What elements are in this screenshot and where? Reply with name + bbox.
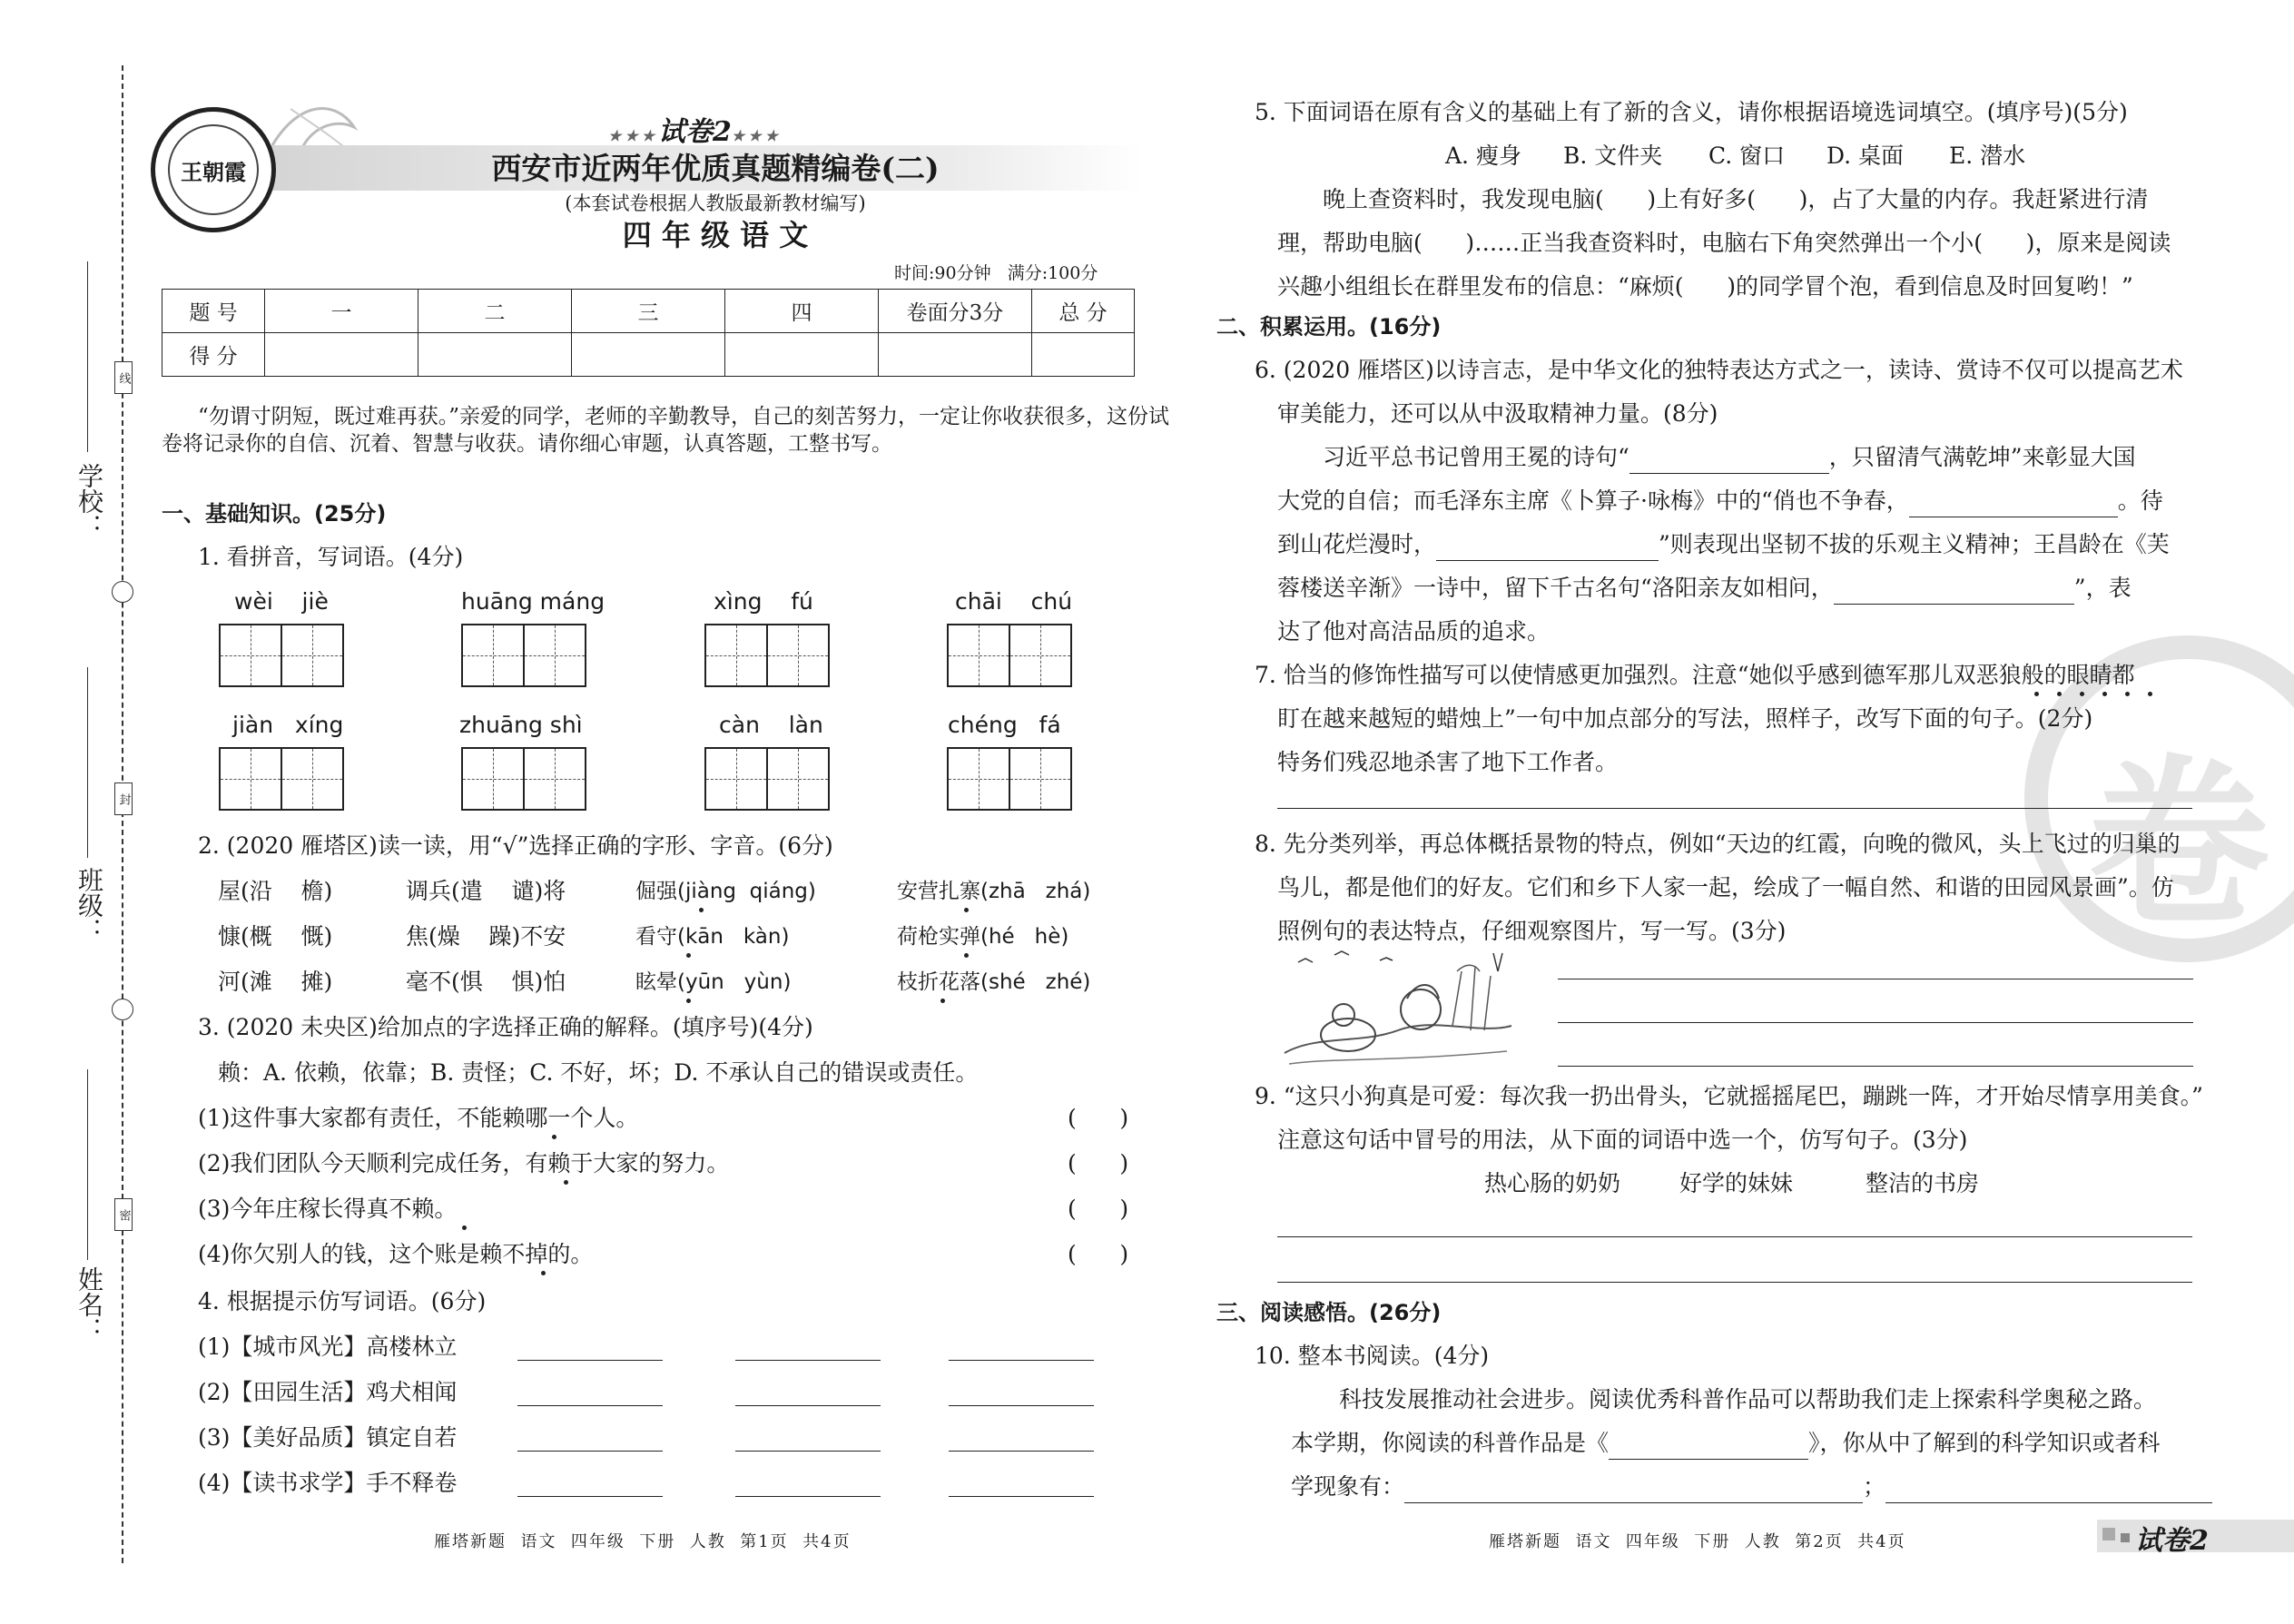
q5-passage-line: 兴趣小组组长在群里发布的信息：“麻烦( )的同学冒个泡，看到信息及时回复哟！” — [1277, 273, 2133, 300]
q1-writing-grid[interactable] — [461, 747, 586, 811]
emphasis-dot — [564, 1180, 568, 1185]
q3-item: (4)你欠别人的钱，这个账是赖不掉的。 — [198, 1241, 594, 1267]
q6-para — [1277, 485, 2163, 517]
class-label: 班级： — [74, 867, 104, 943]
q4-answer-blank[interactable] — [735, 1451, 881, 1452]
school-label: 学校： — [74, 463, 104, 539]
q1-pinyin: huāng máng — [461, 588, 605, 615]
q4-answer-blank[interactable] — [517, 1405, 663, 1406]
score-table-header-row — [162, 290, 1135, 333]
q9-option: 好学的妹妹 — [1679, 1170, 1794, 1196]
q7-example: 特务们残忍地杀害了地下工作者。 — [1277, 749, 1619, 775]
q4-answer-blank[interactable] — [735, 1360, 881, 1361]
q2-option[interactable]: 焦(燥 躁)不安 — [406, 923, 566, 950]
q6-blank[interactable] — [1834, 580, 2074, 605]
q2-option[interactable]: 枝折花落(shé zhé) — [897, 970, 1091, 994]
q6-blank[interactable] — [1629, 449, 1829, 474]
score-cell[interactable] — [725, 333, 879, 377]
page-tag-square — [2102, 1528, 2115, 1540]
q9-option: 整洁的书房 — [1866, 1170, 1980, 1196]
q3-item: (1)这件事大家都有责任，不能赖哪一个人。 — [198, 1105, 639, 1131]
q7-line: 盯在越来越短的蜡烛上”一句中加点部分的写法，照样子，改写下面的句子。(2分) — [1277, 705, 2093, 732]
score-row-label: 得 分 — [162, 333, 265, 377]
q10-para — [1291, 1427, 2161, 1460]
logo-text: 王朝霞 — [168, 124, 259, 215]
q6-para — [1277, 528, 2170, 561]
q4-answer-blank[interactable] — [517, 1496, 663, 1497]
name-write-line[interactable] — [87, 1069, 88, 1260]
q1-pinyin: wèi jiè — [234, 588, 329, 615]
q10-blank[interactable] — [1609, 1435, 1808, 1460]
q1-title: 1. 看拼音，写词语。(4分) — [198, 544, 464, 570]
q9-line: 注意这句话中冒号的用法，从下面的词语中选一个，仿写句子。(3分) — [1277, 1127, 1968, 1153]
q5-passage-line: 晚上查资料时，我发现电脑( )上有好多( )，占了大量的内存。我赶紧进行清 — [1323, 186, 2149, 212]
q1-writing-grid[interactable] — [219, 747, 344, 811]
page-tag: 试卷2 — [2135, 1525, 2209, 1557]
q1-pinyin: chéng fá — [948, 712, 1061, 738]
subject-title: 四 年 级 语 文 — [622, 218, 809, 252]
q6-text: ，只留清气满乾坤”来彰显大国 — [1828, 444, 2136, 470]
q2-option[interactable]: 毫不(惧 惧)怕 — [406, 969, 566, 995]
q1-writing-grid[interactable] — [947, 624, 1072, 687]
score-header-cell: 二 — [418, 290, 572, 333]
school-write-line[interactable] — [87, 261, 88, 452]
q1-pinyin: chāi chú — [955, 588, 1073, 615]
emphasis-dot — [2125, 692, 2130, 696]
q10-para: 科技发展推动社会进步。阅读优秀科普作品可以帮助我们走上探索科学奥秘之路。 — [1339, 1386, 2157, 1412]
q9-option: 热心肠的奶奶 — [1484, 1170, 1621, 1196]
q3-title: 3. (2020 未央区)给加点的字选择正确的解释。(填序号)(4分) — [198, 1014, 813, 1040]
bind-label-xian: 线 — [114, 361, 133, 394]
intro-line-2: 卷将记录你的自信、沉着、智慧与收获。请你细心审题，认真答题，工整书写。 — [162, 432, 892, 456]
bind-label-feng: 封 — [114, 782, 133, 815]
q5-option: C. 窗口 — [1708, 143, 1786, 169]
q5-option: E. 潜水 — [1949, 143, 2026, 169]
q10-text: 》，你从中了解到的科学知识或者科 — [1808, 1430, 2161, 1456]
score-cell[interactable] — [879, 333, 1032, 377]
q4-answer-blank[interactable] — [949, 1451, 1094, 1452]
q5-option: D. 桌面 — [1826, 143, 1905, 169]
q4-answer-blank[interactable] — [949, 1496, 1094, 1497]
q4-item: (3)【美好品质】镇定自若 — [198, 1424, 458, 1451]
score-header-cell: 一 — [265, 290, 418, 333]
score-table-score-row — [162, 333, 1135, 377]
q4-answer-blank[interactable] — [949, 1360, 1094, 1361]
q9-answer-line[interactable] — [1277, 1282, 2192, 1283]
q10-text: 学现象有： — [1291, 1473, 1405, 1500]
q3-answer-paren[interactable]: ( ) — [1068, 1105, 1129, 1131]
class-write-line[interactable] — [87, 667, 88, 858]
q1-writing-grid[interactable] — [704, 747, 830, 811]
page-tag-square — [2121, 1533, 2130, 1542]
q8-line: 8. 先分类列举，再总体概括景物的特点，例如“天边的红霞，向晚的微风，头上飞过的归巢的 — [1255, 831, 2181, 857]
q4-answer-blank[interactable] — [949, 1405, 1094, 1406]
q10-text: 本学期，你阅读的科普作品是《 — [1291, 1430, 1610, 1456]
q3-answer-paren[interactable]: ( ) — [1068, 1196, 1129, 1222]
q9-answer-line[interactable] — [1277, 1236, 2192, 1237]
publisher-logo — [151, 107, 276, 232]
exam-tag: ★★★试卷2★★★ — [608, 116, 782, 148]
q3-answer-paren[interactable]: ( ) — [1068, 1241, 1129, 1267]
q3-item: (2)我们团队今天顺利完成任务，有赖于大家的努力。 — [198, 1150, 730, 1176]
footer-left: 雁塔新题 语文 四年级 下册 人教 第1页 共4页 — [434, 1532, 852, 1551]
q8-picture — [1280, 944, 1516, 1071]
q6-text: 蓉楼送辛渐》一诗中，留下千古名句“洛阳亲友如相问， — [1277, 575, 1834, 601]
q5-option: A. 瘦身 — [1445, 143, 1521, 169]
section3-title: 三、阅读感悟。(26分) — [1216, 1300, 1442, 1325]
page-subtitle: (本套试卷根据人教版最新教材编写) — [565, 192, 866, 214]
time-info: 时间:90分钟 满分:100分 — [894, 263, 1098, 283]
emphasis-dot — [541, 1271, 546, 1275]
q3-item: (3)今年庄稼长得真不赖。 — [198, 1196, 458, 1222]
q7-line: 7. 恰当的修饰性描写可以使情感更加强烈。注意“她似乎感到德军那儿双恶狼般的眼睛都 — [1255, 662, 2135, 688]
q4-title: 4. 根据提示仿写词语。(6分) — [198, 1288, 487, 1314]
q10-blank[interactable] — [1885, 1479, 2212, 1503]
q6-para — [1323, 441, 2136, 474]
q10-para — [1291, 1471, 2212, 1503]
emphasis-dot — [462, 1225, 467, 1230]
q4-item: (2)【田园生活】鸡犬相闻 — [198, 1379, 458, 1405]
score-header-cell: 四 — [725, 290, 879, 333]
q2-option[interactable]: 荷枪实弹(hé hè) — [897, 925, 1069, 949]
emphasis-dot — [699, 908, 704, 912]
emphasis-dot — [2080, 692, 2084, 696]
q4-answer-blank[interactable] — [735, 1496, 881, 1497]
q4-item: (4)【读书求学】手不释卷 — [198, 1470, 458, 1496]
binding-hole-top — [112, 581, 133, 603]
q6-line: 达了他对高洁品质的追求。 — [1277, 618, 1551, 645]
emphasis-dot — [2148, 692, 2152, 696]
section2-title: 二、积累运用。(16分) — [1216, 314, 1442, 340]
q10-title: 10. 整本书阅读。(4分) — [1255, 1343, 1490, 1369]
emphasis-dot — [686, 953, 691, 958]
q6-text: ”，表 — [2073, 575, 2132, 601]
q3-answer-paren[interactable]: ( ) — [1068, 1150, 1129, 1176]
q3-definitions: 赖：A. 依赖，依靠；B. 责怪；C. 不好，坏；D. 不承认自己的错误或责任。 — [218, 1059, 979, 1086]
watermark-glyph: 卷 — [2088, 737, 2270, 950]
intro-line-1: “勿谓寸阴短，既过难再获。”亲爱的同学，老师的辛勤教导，自己的刻苦努力，一定让你收获很多，这份试 — [198, 405, 1170, 428]
score-header-cell: 题 号 — [162, 290, 265, 333]
q4-answer-blank[interactable] — [517, 1360, 663, 1361]
q6-blank[interactable] — [1909, 493, 2118, 517]
q1-writing-grid[interactable] — [704, 624, 830, 687]
q8-answer-line[interactable] — [1558, 1066, 2193, 1067]
q1-pinyin: càn làn — [719, 712, 823, 738]
score-table — [162, 289, 1135, 377]
emphasis-dot — [964, 908, 969, 912]
q6-blank[interactable] — [1436, 536, 1659, 561]
emphasis-dot — [964, 953, 969, 958]
score-header-cell: 卷面分3分 — [879, 290, 1032, 333]
q6-text: 习近平总书记曾用王冕的诗句“ — [1323, 444, 1629, 470]
q9-line: 9. “这只小狗真是可爱：每次我一扔出骨头，它就摇摇尾巴，蹦跳一阵，才开始尽情享用美食。” — [1255, 1083, 2203, 1109]
q1-writing-grid[interactable] — [219, 624, 344, 687]
q4-answer-blank[interactable] — [517, 1451, 663, 1452]
q4-answer-blank[interactable] — [735, 1405, 881, 1406]
q5-passage-line: 理，帮助电脑( )……正当我查资料时，电脑右下角突然弹出一个小( )，原来是阅读 — [1277, 230, 2171, 256]
emphasis-dot — [552, 1135, 556, 1139]
q4-item: (1)【城市风光】高楼林立 — [198, 1334, 458, 1360]
score-cell[interactable] — [1032, 333, 1135, 377]
emphasis-dot — [2102, 692, 2107, 696]
q6-text: 。待 — [2117, 487, 2163, 514]
q2-option[interactable]: 慷(概 慨) — [218, 923, 333, 950]
q1-pinyin: zhuāng shì — [459, 712, 583, 738]
q8-line: 照例句的表达特点，仔细观察图片，写一写。(3分) — [1277, 918, 1787, 944]
q6-para — [1277, 572, 2132, 605]
emphasis-dot — [940, 999, 945, 1003]
q2-option[interactable]: 调兵(遣 谴)将 — [406, 878, 566, 904]
q5-option: B. 文件夹 — [1563, 143, 1663, 169]
q6-text: 大党的自信；而毛泽东主席《卜算子·咏梅》中的“俏也不争春， — [1277, 487, 1909, 514]
q10-text: ； — [1863, 1473, 1886, 1500]
q6-line: 6. (2020 雁塔区)以诗言志，是中华文化的独特表达方式之一，读诗、赏诗不仅可以提高艺术 — [1255, 357, 2183, 383]
score-header-cell: 总 分 — [1032, 290, 1135, 333]
score-header-cell: 三 — [572, 290, 725, 333]
q6-text: ”则表现出坚韧不拔的乐观主义精神；王昌龄在《芙 — [1659, 531, 2170, 557]
q8-answer-line[interactable] — [1558, 1022, 2193, 1023]
emphasis-dot — [2057, 692, 2062, 696]
footer-right: 雁塔新题 语文 四年级 下册 人教 第2页 共4页 — [1489, 1532, 1906, 1551]
score-cell[interactable] — [418, 333, 572, 377]
q1-pinyin: xìng fú — [714, 588, 813, 615]
q7-answer-line[interactable] — [1277, 808, 2192, 809]
name-label: 姓名： — [74, 1266, 104, 1343]
binding-hole-bottom — [112, 999, 133, 1020]
bind-label-mi: 密 — [114, 1198, 133, 1231]
q2-option[interactable]: 屋(沿 檐) — [218, 878, 333, 904]
score-cell[interactable] — [572, 333, 725, 377]
q2-option[interactable]: 看守(kān kàn) — [635, 925, 790, 949]
q6-text: 到山花烂漫时， — [1277, 531, 1437, 557]
q6-line: 审美能力，还可以从中汲取精神力量。(8分) — [1277, 400, 1718, 427]
q2-option[interactable]: 安营扎寨(zhā zhá) — [897, 880, 1091, 903]
q2-option[interactable]: 倔强(jiàng qiáng) — [635, 880, 816, 903]
q1-writing-grid[interactable] — [947, 747, 1072, 811]
q8-line: 鸟儿，都是他们的好友。它们和乡下人家一起，绘成了一幅自然、和谐的田园风景画”。仿 — [1277, 874, 2174, 901]
q2-option[interactable]: 眩晕(yūn yùn) — [635, 970, 792, 994]
emphasis-dot — [686, 999, 691, 1003]
q1-pinyin: jiàn xíng — [232, 712, 344, 738]
q2-option[interactable]: 河(滩 摊) — [218, 969, 333, 995]
page-title: 西安市近两年优质真题精编卷(二) — [491, 151, 940, 186]
q2-title: 2. (2020 雁塔区)读一读，用“√”选择正确的字形、字音。(6分) — [198, 832, 833, 859]
emphasis-dot — [2034, 692, 2039, 696]
section1-title: 一、基础知识。(25分) — [162, 501, 387, 527]
q5-title: 5. 下面词语在原有含义的基础上有了新的含义，请你根据语境选词填空。(填序号)(5分) — [1255, 99, 2128, 125]
q10-blank[interactable] — [1404, 1479, 1863, 1503]
q1-writing-grid[interactable] — [461, 624, 586, 687]
score-cell[interactable] — [265, 333, 418, 377]
